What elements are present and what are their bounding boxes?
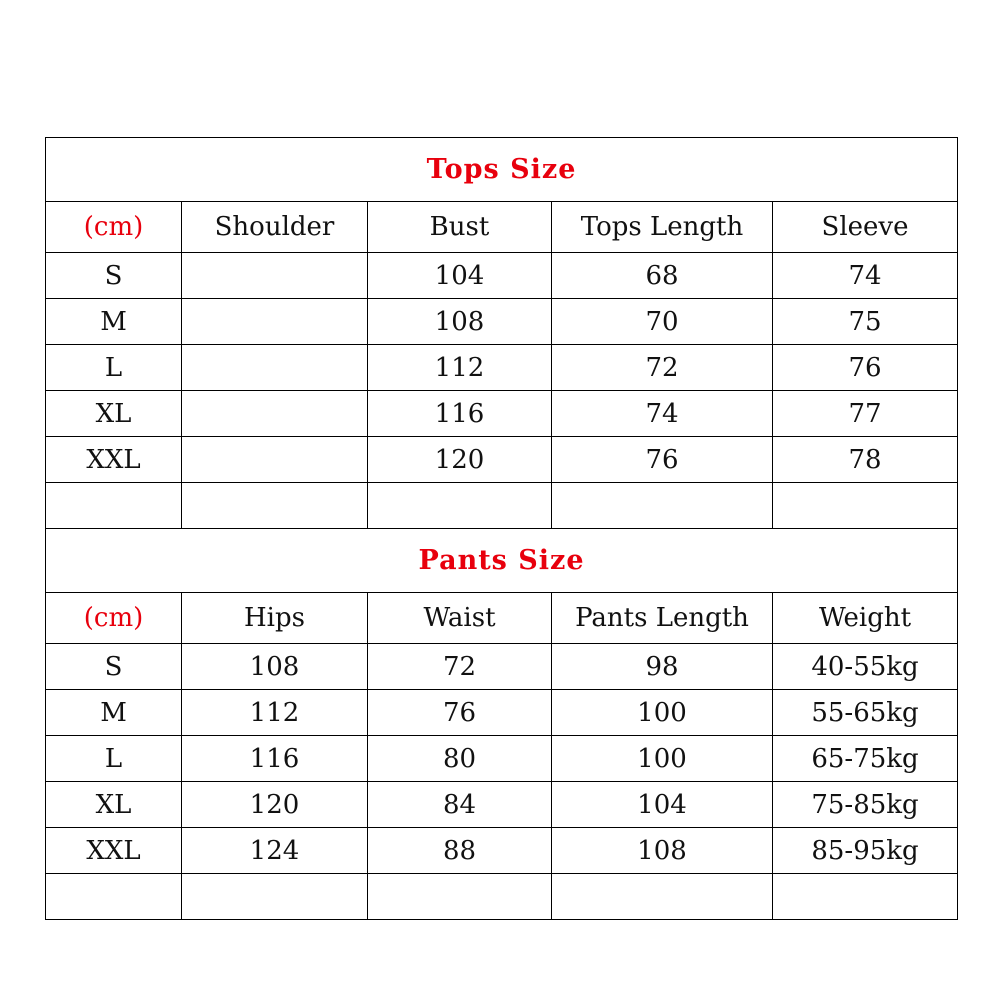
weight-cell: 75-85kg: [773, 782, 958, 828]
size-label: L: [46, 736, 182, 782]
shoulder-cell: [182, 299, 368, 345]
blank-cell: [368, 483, 552, 529]
size-chart-table: [45, 137, 958, 920]
tops-length-cell: 72: [552, 345, 773, 391]
blank-cell: [46, 874, 182, 920]
shoulder-cell: [182, 437, 368, 483]
blank-cell: [773, 483, 958, 529]
bust-cell: 116: [368, 391, 552, 437]
blank-cell: [46, 483, 182, 529]
bust-cell: 120: [368, 437, 552, 483]
hips-cell: 124: [182, 828, 368, 874]
weight-cell: 40-55kg: [773, 644, 958, 690]
size-label: M: [46, 299, 182, 345]
sleeve-cell: 78: [773, 437, 958, 483]
weight-cell: 55-65kg: [773, 690, 958, 736]
waist-cell: 80: [368, 736, 552, 782]
size-label: L: [46, 345, 182, 391]
pants-length-cell: 104: [552, 782, 773, 828]
blank-cell: [552, 483, 773, 529]
size-label: XXL: [46, 828, 182, 874]
sleeve-cell: 75: [773, 299, 958, 345]
tops-blank-row: [46, 483, 958, 529]
waist-cell: 76: [368, 690, 552, 736]
pants-row-xxl: [46, 828, 958, 874]
pants-row-xl: [46, 782, 958, 828]
pants-header-row: [46, 593, 958, 644]
sleeve-cell: 74: [773, 253, 958, 299]
blank-cell: [182, 874, 368, 920]
hips-cell: 112: [182, 690, 368, 736]
tops-unit-header: (cm): [46, 202, 182, 253]
tops-length-cell: 68: [552, 253, 773, 299]
tops-title: Tops Size: [46, 138, 958, 202]
tops-shoulder-header: Shoulder: [182, 202, 368, 253]
pants-length-cell: 108: [552, 828, 773, 874]
shoulder-cell: [182, 345, 368, 391]
waist-cell: 88: [368, 828, 552, 874]
pants-length-header: Pants Length: [552, 593, 773, 644]
pants-row-s: [46, 644, 958, 690]
pants-blank-row: [46, 874, 958, 920]
hips-cell: 108: [182, 644, 368, 690]
pants-unit-header: (cm): [46, 593, 182, 644]
pants-row-l: [46, 736, 958, 782]
tops-row-s: [46, 253, 958, 299]
tops-sleeve-header: Sleeve: [773, 202, 958, 253]
tops-section: [46, 138, 958, 529]
bust-cell: 108: [368, 299, 552, 345]
waist-cell: 84: [368, 782, 552, 828]
size-label: S: [46, 253, 182, 299]
blank-cell: [182, 483, 368, 529]
shoulder-cell: [182, 253, 368, 299]
pants-section: [46, 529, 958, 920]
blank-cell: [368, 874, 552, 920]
pants-length-cell: 100: [552, 690, 773, 736]
tops-length-header: Tops Length: [552, 202, 773, 253]
pants-hips-header: Hips: [182, 593, 368, 644]
pants-length-cell: 98: [552, 644, 773, 690]
size-label: XL: [46, 391, 182, 437]
tops-length-cell: 76: [552, 437, 773, 483]
pants-row-m: [46, 690, 958, 736]
hips-cell: 116: [182, 736, 368, 782]
pants-waist-header: Waist: [368, 593, 552, 644]
blank-cell: [552, 874, 773, 920]
size-label: S: [46, 644, 182, 690]
size-label: XXL: [46, 437, 182, 483]
tops-header-row: [46, 202, 958, 253]
waist-cell: 72: [368, 644, 552, 690]
sleeve-cell: 76: [773, 345, 958, 391]
pants-weight-header: Weight: [773, 593, 958, 644]
sleeve-cell: 77: [773, 391, 958, 437]
tops-length-cell: 74: [552, 391, 773, 437]
tops-row-xl: [46, 391, 958, 437]
tops-length-cell: 70: [552, 299, 773, 345]
weight-cell: 85-95kg: [773, 828, 958, 874]
tops-row-xxl: [46, 437, 958, 483]
pants-title-row: [46, 529, 958, 593]
shoulder-cell: [182, 391, 368, 437]
tops-title-row: [46, 138, 958, 202]
tops-row-m: [46, 299, 958, 345]
tops-bust-header: Bust: [368, 202, 552, 253]
pants-title: Pants Size: [46, 529, 958, 593]
hips-cell: 120: [182, 782, 368, 828]
size-label: M: [46, 690, 182, 736]
bust-cell: 104: [368, 253, 552, 299]
weight-cell: 65-75kg: [773, 736, 958, 782]
size-label: XL: [46, 782, 182, 828]
blank-cell: [773, 874, 958, 920]
pants-length-cell: 100: [552, 736, 773, 782]
bust-cell: 112: [368, 345, 552, 391]
tops-row-l: [46, 345, 958, 391]
